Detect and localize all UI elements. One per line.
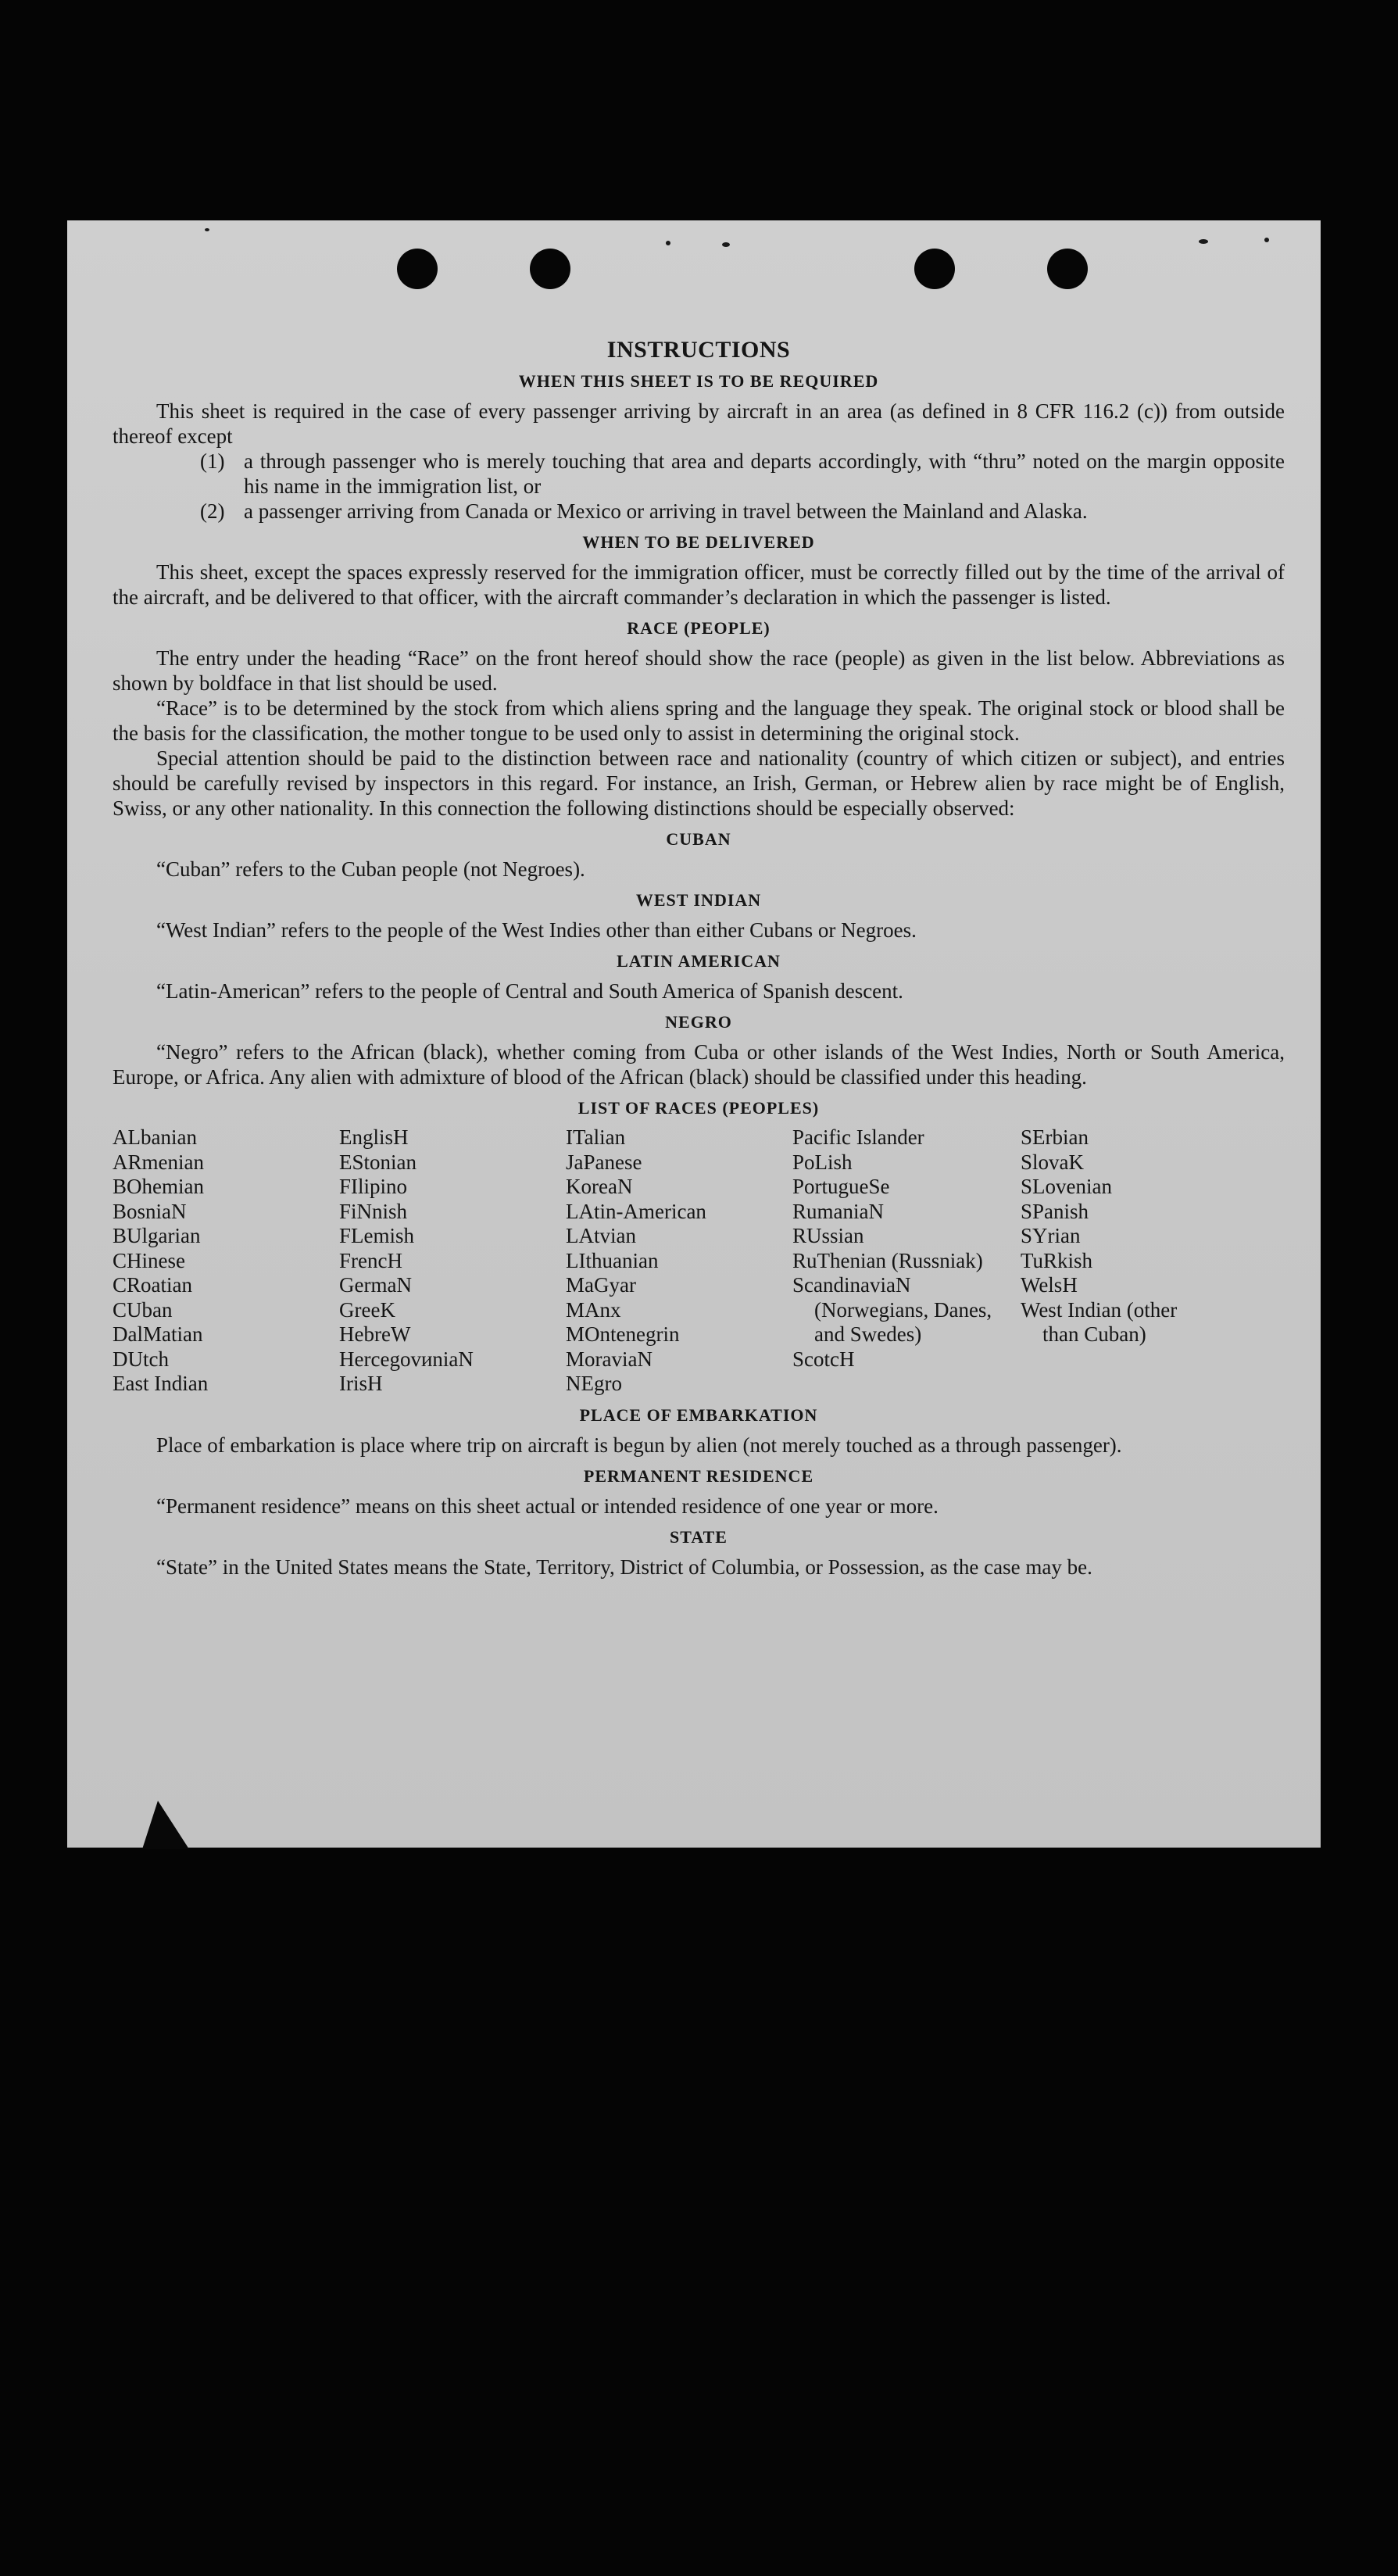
race-entry: ScandinaviaN (Norwegians, Danes, and Swedes) [792,1273,992,1346]
race-entry: FiNnish [339,1199,408,1223]
race-entry: BUlgarian [113,1224,201,1247]
race-column [566,1125,792,1397]
race-entry: NEgro [566,1372,622,1395]
list-item [200,499,1285,524]
race-entry: FIlipino [339,1175,408,1198]
race-entry: IrisH [339,1372,383,1395]
race-entry: SlovaK [1021,1150,1084,1174]
punch-hole [530,249,570,289]
paragraph: “Cuban” refers to the Cuban people (not Negroes). [156,857,585,881]
item-number: (2) [200,499,225,523]
race-entry: Pacific Islander [792,1125,924,1149]
section-title: CUBAN [666,829,731,849]
race-entry: MAnx [566,1297,621,1322]
race-column [113,1125,339,1397]
race-entry: FLemish [339,1224,415,1247]
speck [722,242,730,247]
race-entry: DalMatian [113,1322,203,1346]
section-title: WHEN TO BE DELIVERED [582,532,815,552]
paragraph: Special attention should be paid to the distinction between race and nationality (country of which citizen or subject), and entries should be carefully revised by inspectors in this regard. For instance, an Irish, German, or Hebrew alien by race might be of English, Swiss, or any other nationality. In this connection the following distinctions should be especially observed: [113,746,1285,820]
paragraph: “West Indian” refers to the people of the West Indies other than either Cubans or Negroes. [156,918,917,942]
speck [205,228,209,231]
section-title: LATIN AMERICAN [617,951,781,971]
race-entry: RUssian [792,1224,864,1247]
race-entry: BosniaN [113,1199,187,1223]
section-title: PLACE OF EMBARKATION [579,1404,818,1425]
race-entry: EStonian [339,1150,417,1174]
section-title: NEGRO [665,1012,732,1032]
speck [666,241,670,245]
section-title: LIST OF RACES (PEOPLES) [577,1098,820,1118]
punch-hole [397,249,438,289]
item-number: (1) [200,449,225,473]
section-title: WEST INDIAN [635,890,762,910]
list-item [200,449,1285,499]
race-entry: CRoatian [113,1273,192,1297]
race-entry: West Indian (other than Cuban) [1021,1297,1178,1346]
section-title: RACE (PEOPLE) [627,618,771,638]
race-entry: ALbanian [113,1125,197,1149]
paragraph: This sheet is required in the case of every passenger arriving by aircraft in an area (as defined in 8 CFR 116.2 (c)) from outside thereof except [113,399,1285,448]
race-entry: MaGyar [566,1273,636,1297]
race-entry: HercegovиniaN [339,1347,474,1371]
race-list [113,1125,1285,1397]
section-title: WHEN THIS SHEET IS TO BE REQUIRED [518,371,879,391]
race-entry: MOntenegrin [566,1322,680,1346]
page-title: INSTRUCTIONS [606,337,791,363]
race-entry: HebreW [339,1322,411,1346]
race-entry: JaPanese [566,1150,642,1174]
race-entry: ITalian [566,1125,626,1149]
paragraph: “Race” is to be determined by the stock from which aliens spring and the language they speak. The original stock or blood shall be the basis for the classification, the mother tongue to be used only to assist in determining the original stock. [113,696,1285,745]
race-entry: RumaniaN [792,1199,884,1223]
section-title: PERMANENT RESIDENCE [583,1465,814,1486]
race-entry: PoLish [792,1150,853,1174]
race-column [339,1125,566,1397]
race-entry: GreeK [339,1297,395,1322]
race-entry: SErbian [1021,1125,1089,1149]
paragraph: “Negro” refers to the African (black), whether coming from Cuba or other islands of the West Indies, North or South America, Europe, or Africa. Any alien with admixture of blood of the African (black) should be classified under this heading. [113,1040,1285,1089]
race-entry: LIthuanian [566,1248,659,1272]
race-entry: SPanish [1021,1199,1089,1223]
paragraph: Place of embarkation is place where trip on aircraft is begun by alien (not merely touched as a through passenger). [156,1433,1122,1457]
torn-corner [142,1801,189,1849]
race-entry: CUban [113,1297,173,1322]
punch-hole [1047,249,1088,289]
race-entry: MoraviaN [566,1347,653,1371]
race-entry: WelsH [1021,1273,1078,1297]
race-entry: KoreaN [566,1175,633,1198]
instructions-body [113,338,1285,1580]
race-entry: DUtch [113,1347,169,1371]
race-entry: EnglisH [339,1125,409,1149]
race-entry: East Indian [113,1372,209,1395]
race-entry: PortugueSe [792,1175,890,1198]
race-entry: CHinese [113,1248,185,1272]
speck [1264,238,1269,242]
race-entry: LAtin-American [566,1199,706,1223]
item-text: a through passenger who is merely touching that area and departs accordingly, with “thru” noted on the margin opposite his name in the immigration list, or [244,449,1285,498]
race-entry: SYrian [1021,1224,1081,1247]
race-entry: LAtvian [566,1224,636,1247]
document-sheet [67,220,1321,1848]
race-column [1021,1125,1216,1397]
paragraph: The entry under the heading “Race” on the front hereof should show the race (people) as given in the list below. Abbreviations as shown by boldface in that list should be used. [113,646,1285,695]
race-entry: RuThenian (Russniak) [792,1248,983,1272]
race-column [792,1125,1021,1397]
race-entry: ARmenian [113,1150,204,1174]
item-text: a passenger arriving from Canada or Mexico or arriving in travel between the Mainland and Alaska. [244,499,1088,523]
section-title: STATE [670,1526,728,1547]
race-entry: GermaN [339,1273,412,1297]
paragraph: “Permanent residence” means on this sheet actual or intended residence of one year or more. [156,1494,939,1518]
race-entry: BOhemian [113,1175,204,1198]
race-entry: FrencH [339,1248,402,1272]
paragraph: “State” in the United States means the State, Territory, District of Columbia, or Possession, as the case may be. [156,1555,1092,1579]
race-entry: SLovenian [1021,1175,1112,1198]
race-entry: TuRkish [1021,1248,1093,1272]
speck [1199,239,1208,244]
paragraph: “Latin-American” refers to the people of Central and South America of Spanish descent. [156,979,903,1003]
punch-hole [914,249,955,289]
paragraph: This sheet, except the spaces expressly reserved for the immigration officer, must be correctly filled out by the time of the arrival of the aircraft, and be delivered to that officer, with the aircraft commander’s declaration in which the passenger is listed. [113,560,1285,609]
race-entry: ScotcH [792,1347,855,1371]
